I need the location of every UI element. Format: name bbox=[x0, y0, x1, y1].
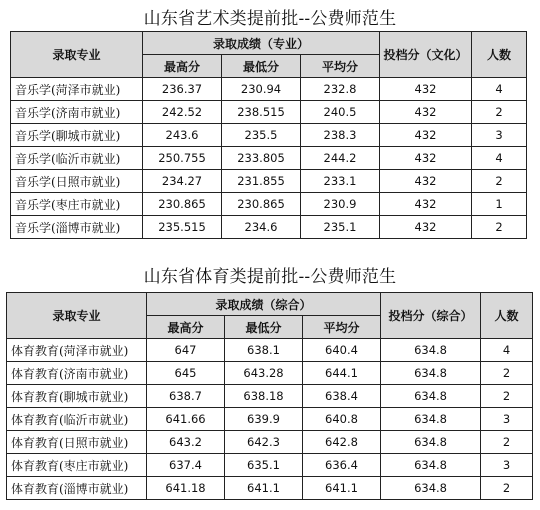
max-score-cell: 645 bbox=[147, 362, 225, 385]
table-row bbox=[7, 454, 533, 477]
min-score-cell: 639.9 bbox=[225, 408, 303, 431]
count-cell: 2 bbox=[481, 477, 533, 500]
max-score-cell: 641.18 bbox=[147, 477, 225, 500]
count-cell: 2 bbox=[472, 170, 527, 193]
min-score-cell: 238.515 bbox=[222, 101, 301, 124]
table-row bbox=[11, 193, 527, 216]
header-file-score: 投档分（文化） bbox=[380, 32, 472, 78]
file-score-cell: 432 bbox=[380, 216, 472, 239]
count-cell: 2 bbox=[481, 385, 533, 408]
max-score-cell: 250.755 bbox=[143, 147, 222, 170]
min-score-cell: 635.1 bbox=[225, 454, 303, 477]
count-cell: 1 bbox=[472, 193, 527, 216]
header-count: 人数 bbox=[481, 293, 533, 339]
min-score-cell: 638.1 bbox=[225, 339, 303, 362]
file-score-cell: 432 bbox=[380, 124, 472, 147]
count-cell: 4 bbox=[472, 78, 527, 101]
file-score-cell: 634.8 bbox=[381, 362, 481, 385]
major-cell: 体育教育(菏泽市就业) bbox=[7, 339, 147, 362]
avg-score-cell: 235.1 bbox=[301, 216, 380, 239]
header-max: 最高分 bbox=[143, 55, 222, 78]
max-score-cell: 234.27 bbox=[143, 170, 222, 193]
major-cell: 音乐学(菏泽市就业) bbox=[11, 78, 143, 101]
header-major: 录取专业 bbox=[7, 293, 147, 339]
count-cell: 4 bbox=[472, 147, 527, 170]
min-score-cell: 230.865 bbox=[222, 193, 301, 216]
header-score-group: 录取成绩（综合） bbox=[147, 293, 381, 316]
avg-score-cell: 642.8 bbox=[303, 431, 381, 454]
major-cell: 体育教育(日照市就业) bbox=[7, 431, 147, 454]
count-cell: 4 bbox=[481, 339, 533, 362]
file-score-cell: 432 bbox=[380, 101, 472, 124]
major-cell: 音乐学(日照市就业) bbox=[11, 170, 143, 193]
avg-score-cell: 244.2 bbox=[301, 147, 380, 170]
min-score-cell: 643.28 bbox=[225, 362, 303, 385]
table-row bbox=[7, 362, 533, 385]
table-row bbox=[7, 339, 533, 362]
count-cell: 2 bbox=[472, 216, 527, 239]
major-cell: 音乐学(枣庄市就业) bbox=[11, 193, 143, 216]
file-score-cell: 432 bbox=[380, 193, 472, 216]
header-file-score: 投档分（综合） bbox=[381, 293, 481, 339]
table1-title: 山东省艺术类提前批--公费师范生 bbox=[143, 9, 397, 29]
file-score-cell: 634.8 bbox=[381, 339, 481, 362]
major-cell: 音乐学(济南市就业) bbox=[11, 101, 143, 124]
count-cell: 2 bbox=[481, 362, 533, 385]
major-cell: 音乐学(临沂市就业) bbox=[11, 147, 143, 170]
table1-body bbox=[11, 78, 527, 239]
table2-title: 山东省体育类提前批--公费师范生 bbox=[143, 267, 397, 287]
table-row bbox=[7, 408, 533, 431]
header-major: 录取专业 bbox=[11, 32, 143, 78]
file-score-cell: 634.8 bbox=[381, 454, 481, 477]
table-row bbox=[7, 477, 533, 500]
count-cell: 3 bbox=[481, 408, 533, 431]
header-max: 最高分 bbox=[147, 316, 225, 339]
header-avg: 平均分 bbox=[301, 55, 380, 78]
count-cell: 3 bbox=[481, 454, 533, 477]
major-cell: 体育教育(枣庄市就业) bbox=[7, 454, 147, 477]
min-score-cell: 230.94 bbox=[222, 78, 301, 101]
count-cell: 3 bbox=[472, 124, 527, 147]
max-score-cell: 235.515 bbox=[143, 216, 222, 239]
avg-score-cell: 638.4 bbox=[303, 385, 381, 408]
max-score-cell: 647 bbox=[147, 339, 225, 362]
sports-admission-table bbox=[6, 292, 533, 500]
header-count: 人数 bbox=[472, 32, 527, 78]
max-score-cell: 643.2 bbox=[147, 431, 225, 454]
file-score-cell: 432 bbox=[380, 147, 472, 170]
min-score-cell: 233.805 bbox=[222, 147, 301, 170]
file-score-cell: 432 bbox=[380, 170, 472, 193]
max-score-cell: 637.4 bbox=[147, 454, 225, 477]
min-score-cell: 641.1 bbox=[225, 477, 303, 500]
file-score-cell: 634.8 bbox=[381, 431, 481, 454]
min-score-cell: 638.18 bbox=[225, 385, 303, 408]
min-score-cell: 234.6 bbox=[222, 216, 301, 239]
min-score-cell: 642.3 bbox=[225, 431, 303, 454]
avg-score-cell: 240.5 bbox=[301, 101, 380, 124]
avg-score-cell: 636.4 bbox=[303, 454, 381, 477]
max-score-cell: 638.7 bbox=[147, 385, 225, 408]
avg-score-cell: 230.9 bbox=[301, 193, 380, 216]
min-score-cell: 231.855 bbox=[222, 170, 301, 193]
file-score-cell: 634.8 bbox=[381, 385, 481, 408]
avg-score-cell: 232.8 bbox=[301, 78, 380, 101]
avg-score-cell: 644.1 bbox=[303, 362, 381, 385]
table-row bbox=[11, 170, 527, 193]
major-cell: 体育教育(聊城市就业) bbox=[7, 385, 147, 408]
table-row bbox=[11, 124, 527, 147]
major-cell: 音乐学(聊城市就业) bbox=[11, 124, 143, 147]
table-row bbox=[11, 216, 527, 239]
count-cell: 2 bbox=[472, 101, 527, 124]
table2-body bbox=[7, 339, 533, 500]
table-row bbox=[11, 147, 527, 170]
major-cell: 体育教育(济南市就业) bbox=[7, 362, 147, 385]
table-row bbox=[7, 431, 533, 454]
avg-score-cell: 640.4 bbox=[303, 339, 381, 362]
file-score-cell: 432 bbox=[380, 78, 472, 101]
avg-score-cell: 233.1 bbox=[301, 170, 380, 193]
header-score-group: 录取成绩（专业） bbox=[143, 32, 380, 55]
header-min: 最低分 bbox=[225, 316, 303, 339]
avg-score-cell: 640.8 bbox=[303, 408, 381, 431]
major-cell: 体育教育(临沂市就业) bbox=[7, 408, 147, 431]
major-cell: 音乐学(淄博市就业) bbox=[11, 216, 143, 239]
min-score-cell: 235.5 bbox=[222, 124, 301, 147]
art-admission-table bbox=[10, 31, 527, 239]
max-score-cell: 230.865 bbox=[143, 193, 222, 216]
file-score-cell: 634.8 bbox=[381, 477, 481, 500]
max-score-cell: 641.66 bbox=[147, 408, 225, 431]
table-row bbox=[11, 78, 527, 101]
max-score-cell: 243.6 bbox=[143, 124, 222, 147]
avg-score-cell: 641.1 bbox=[303, 477, 381, 500]
table-row bbox=[7, 385, 533, 408]
major-cell: 体育教育(淄博市就业) bbox=[7, 477, 147, 500]
header-min: 最低分 bbox=[222, 55, 301, 78]
file-score-cell: 634.8 bbox=[381, 408, 481, 431]
header-avg: 平均分 bbox=[303, 316, 381, 339]
table-row bbox=[11, 101, 527, 124]
max-score-cell: 236.37 bbox=[143, 78, 222, 101]
count-cell: 2 bbox=[481, 431, 533, 454]
max-score-cell: 242.52 bbox=[143, 101, 222, 124]
avg-score-cell: 238.3 bbox=[301, 124, 380, 147]
